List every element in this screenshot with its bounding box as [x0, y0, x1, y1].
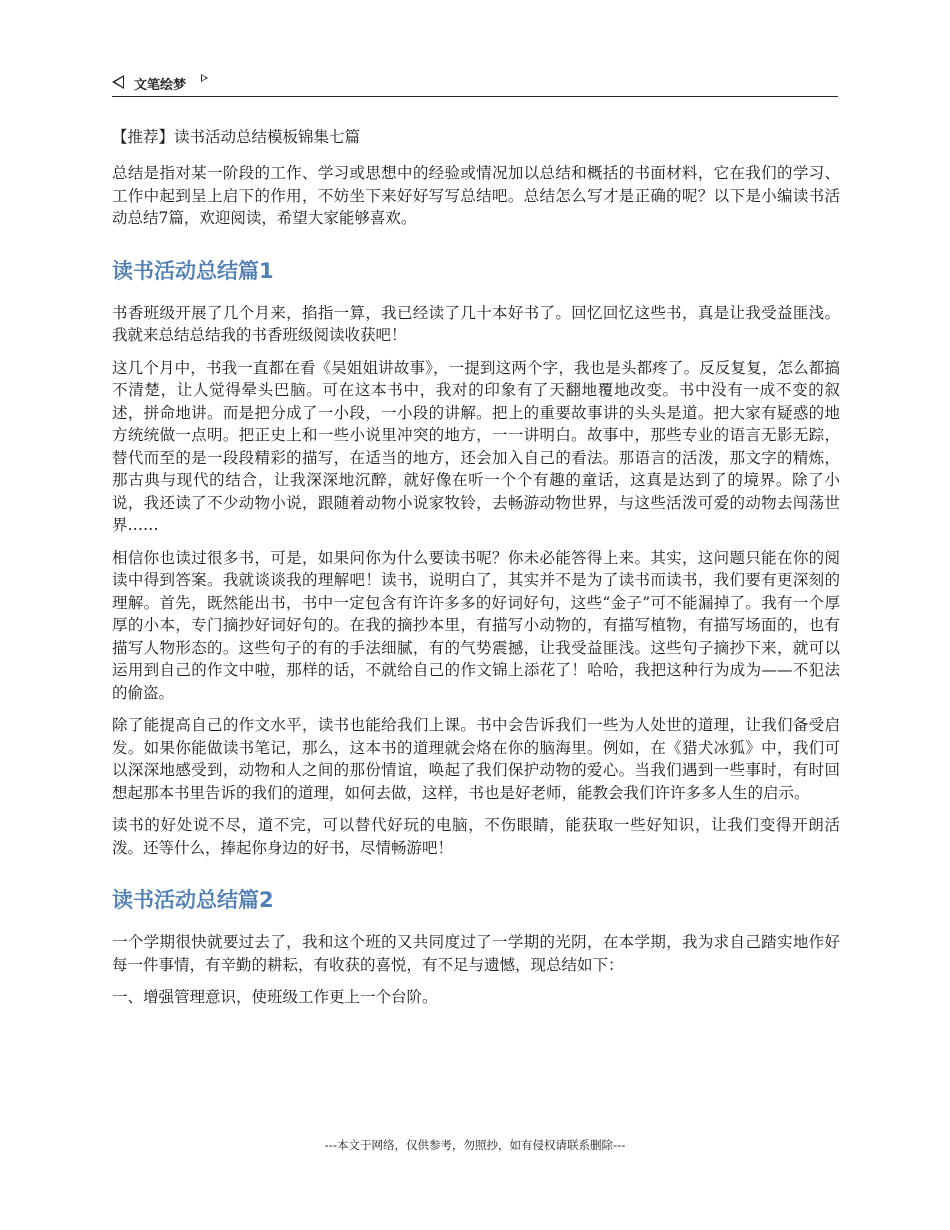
triangle-right-icon: [201, 74, 208, 82]
paragraph: 书香班级开展了几个月来，掐指一算，我已经读了几十本好书了。回忆回忆这些书，真是让我受益匪浅。我就来总结总结我的书香班级阅读收获吧！: [112, 303, 840, 344]
paragraph: 一、增强管理意识，使班级工作更上一个台阶。: [112, 988, 438, 1006]
page-footer: ---本文于网络，仅供参考，勿照抄，如有侵权请联系删除---: [324, 1138, 626, 1152]
paragraph: 一个学期很快就要过去了，我和这个班的又共同度过了一学期的光阴，在本学期，我为求自己踏实地作好每一件事情，有辛勤的耕耘，有收获的喜悦，有不足与遗憾，现总结如下：: [112, 933, 840, 974]
section-heading-2: 读书活动总结篇2: [112, 888, 274, 912]
paragraph: 除了能提高自己的作文水平，读书也能给我们上课。书中会告诉我们一些为人处世的道理，让我们备受启发。如果你能做读书笔记，那么，这本书的道理就会烙在你的脑海里。例如，在《猎犬冰狐》中，我们可以深深地感受到，动物和人之间的那份情谊，唤起了我们保护动物的爱心。当我们遇到一些事时，有时回想起那本书里告诉的我们的道理，如何去做，这样，书也是好老师，能教会我们许许多多人生的启示。: [112, 716, 840, 802]
triangle-left-icon: [112, 75, 124, 89]
document-title: 【推荐】读书活动总结模板锦集七篇: [112, 128, 361, 146]
paragraph: 这几个月中，书我一直都在看《吴姐姐讲故事》，一提到这两个字，我也是头都疼了。反反复复，怎么都搞不清楚，让人觉得晕头巴脑。可在这本书中，我对的印象有了天翻地覆地改变。书中没有一成不变的叙述，拼命地讲。而是把分成了一小段，一小段的讲解。把上的重要故事讲的头头是道。把大家有疑惑的地方统统做一点明。把正史上和一些小说里冲突的地方，一一讲明白。故事中，那些专业的语言无影无踪，替代而至的是一段段精彩的描写，在适当的地方，还会加入自己的看法。那语言的活泼，那文字的精炼，那古典与现代的结合，让我深深地沉醉，就好像在听一个个有趣的童话，这真是达到了的境界。除了小说，我还读了不少动物小说，跟随着动物小说家牧铃，去畅游动物世界，与这些活泼可爱的动物去闯荡世界……: [112, 358, 840, 534]
page-header: [112, 70, 838, 97]
section-heading-1: 读书活动总结篇1: [112, 258, 274, 283]
paragraph: 相信你也读过很多书，可是，如果问你为什么要读书呢？你未必能答得上来。其实，这问题只能在你的阅读中得到答案。我就谈谈我的理解吧！读书，说明白了，其实并不是为了读书而读书，我们要有更深刻的理解。首先，既然能出书，书中一定包含有许许多多的好词好句，这些“金子”可不能漏掉了。我有一个厚厚的小本，专门摘抄好词好句的。在我的摘抄本里，有描写小动物的，有描写植物，有描写场面的，也有描写人物形态的。这些句子的有的手法细腻，有的气势震撼，让我受益匪浅。这些句子摘抄下来，就可以运用到自己的作文中啦，那样的话，不就给自己的作文锦上添花了！哈哈，我把这种行为成为——不犯法的偷盗。: [112, 548, 840, 702]
brand-name: 文笔绘梦: [134, 78, 187, 93]
paragraph: 读书的好处说不尽，道不完，可以替代好玩的电脑，不伤眼睛，能获取一些好知识，让我们变得开朗活泼。还等什么，捧起你身边的好书，尽情畅游吧！: [112, 816, 840, 857]
intro-paragraph: 总结是指对某一阶段的工作、学习或思想中的经验或情况加以总结和概括的书面材料，它在我们的学习、工作中起到呈上启下的作用，不妨坐下来好好写写总结吧。总结怎么写才是正确的呢？以下是小编读书活动总结7篇，欢迎阅读，希望大家能够喜欢。: [112, 164, 840, 227]
document-body: [112, 126, 840, 1019]
